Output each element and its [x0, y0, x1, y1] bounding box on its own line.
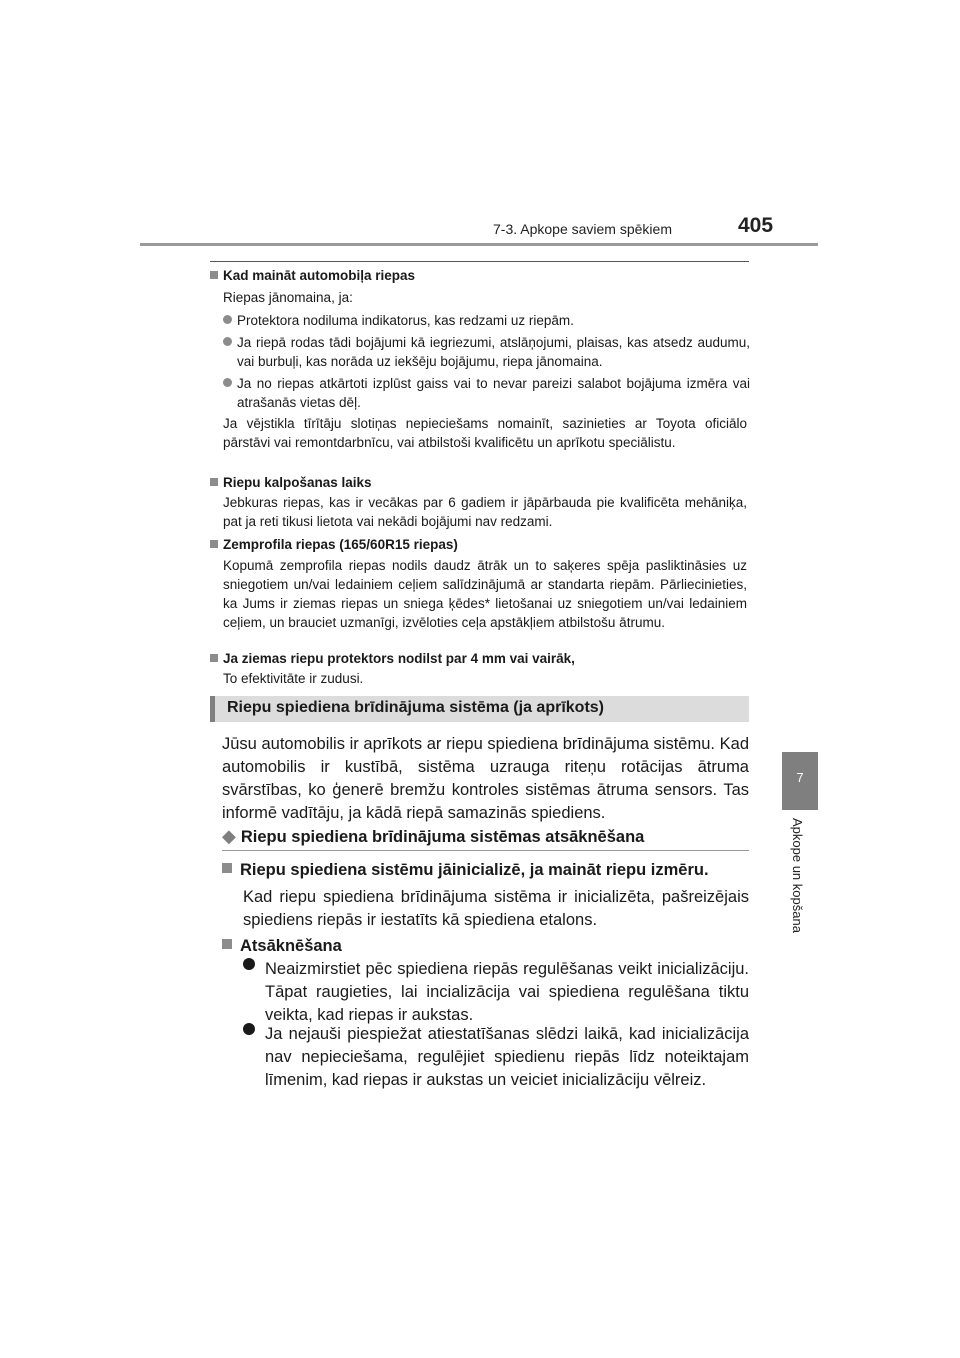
page-number: 405	[738, 214, 774, 237]
note-low-profile-text: Kopumā zemprofila riepas nodils daudz ātrāk un to saķeres spēja pasliktināsies uz sniegotiem un/vai ledainiem ceļiem salīdzinājumā ar standarta riepām. Pārliecinieties, ka Jums ir ziemas riepas un sniega ķēdes* lietošanai uz sniegotiem un/vai ledainiem ceļiem, un brauciet uzmanīgi, izvēloties ceļa apstākļiem atbilstošu ātrumu.	[223, 558, 747, 630]
round-bullet-icon	[223, 378, 232, 387]
square-bullet-icon	[210, 271, 218, 279]
subheading-rule	[222, 850, 749, 851]
note-change-tires-text: Ja vējstikla tīrītāju slotiņas nepieciešams nomainīt, sazinieties ar Toyota oficiālo pārstāvi vai remontdarbnīcu, vai atbilstoši kvalificētu un aprīkotu speciālistu.	[223, 416, 747, 450]
round-bullet-icon	[243, 958, 255, 970]
square-bullet-icon	[222, 863, 232, 873]
round-bullet-icon	[243, 1023, 255, 1035]
note-change-tires-intro: Riepas jānomaina, ja:	[223, 290, 353, 305]
subheading: ◆ Riepu spiediena brīdinājuma sistēmas atsāknēšana	[222, 826, 645, 846]
note-winter-tread-heading: Ja ziemas riepu protektors nodilst par 4 mm vai vairāk,	[210, 649, 750, 668]
section-title-band	[210, 696, 749, 722]
square-bullet-icon	[210, 654, 218, 662]
reset-heading: Atsāknēšana	[222, 935, 342, 958]
round-bullet-icon	[223, 315, 232, 324]
square-bullet-icon	[210, 540, 218, 548]
note-change-tires-bullet: Protektora nodiluma indikatorus, kas redzami uz riepām.	[223, 311, 750, 330]
reset-bullet: Neaizmirstiet pēc spiediena riepās regulēšanas veikt inicializāciju. Tāpat raugieties, lai incializācija vai spiediena regulēšana tiktu veikta, kad riepas ir aukstas.	[243, 958, 749, 1028]
section-title: Riepu spiediena brīdinājuma sistēma (ja aprīkots)	[227, 699, 604, 716]
chapter-tab-label: Apkope un kopšana	[790, 818, 805, 933]
square-bullet-icon	[210, 478, 218, 486]
diamond-bullet-icon: ◆	[222, 826, 236, 846]
init-text: Kad riepu spiediena brīdinājuma sistēma ir inicializēta, pašreizējais spiediens riepās ir iestatīts kā spiediena etalons.	[243, 888, 749, 929]
note-tire-life-text: Jebkuras riepas, kas ir vecākas par 6 gadiem ir jāpārbauda pie kvalificēta mehāniķa, pat ja reti tikusi lietota vai nekādi bojājumi nav redzami.	[223, 495, 747, 529]
note-change-tires-bullet: Ja no riepas atkārtoti izplūst gaiss vai to nevar pareizi salabot bojājuma izmēra vai atrašanās vietas dēļ.	[223, 374, 750, 412]
content-top-rule	[210, 261, 749, 262]
chapter-tab-number: 7	[796, 770, 804, 785]
note-change-tires-bullet: Ja riepā rodas tādi bojājumi kā iegriezumi, atslāņojumi, plaisas, kas atsedz audumu, vai burbuļi, kas norāda uz iekšēju bojājumu, riepa jānomaina.	[223, 333, 750, 371]
note-tire-life-heading: Riepu kalpošanas laiks	[210, 473, 750, 492]
section-intro: Jūsu automobilis ir aprīkots ar riepu spiediena brīdinājuma sistēmu. Kad automobilis ir kustībā, sistēma uzrauga riteņu rotācijas ātruma svārstības, ko ģenerē bremžu kontroles sistēmas ātruma sensors. Tas informē vadītāju, ja kādā riepā samazinās spiediens.	[222, 735, 749, 822]
reset-bullet: Ja nejauši piespiežat atiestatīšanas slēdzi laikā, kad inicializācija nav nepieciešama, regulējiet spiedienu riepās līdz noteiktajam līmenim, kad riepas ir aukstas un veiciet inicializāciju vēlreiz.	[243, 1023, 749, 1093]
square-bullet-icon	[222, 939, 232, 949]
init-heading: Riepu spiediena sistēmu jāinicializē, ja maināt riepu izmēru.	[222, 859, 752, 882]
round-bullet-icon	[223, 337, 232, 346]
header-rule	[140, 243, 818, 246]
note-change-tires-heading: Kad maināt automobiļa riepas	[210, 266, 750, 285]
note-low-profile-heading: Zemprofila riepas (165/60R15 riepas)	[210, 535, 750, 554]
note-winter-tread-text: To efektivitāte ir zudusi.	[223, 671, 364, 686]
section-header: 7-3. Apkope saviem spēkiem	[493, 221, 672, 237]
